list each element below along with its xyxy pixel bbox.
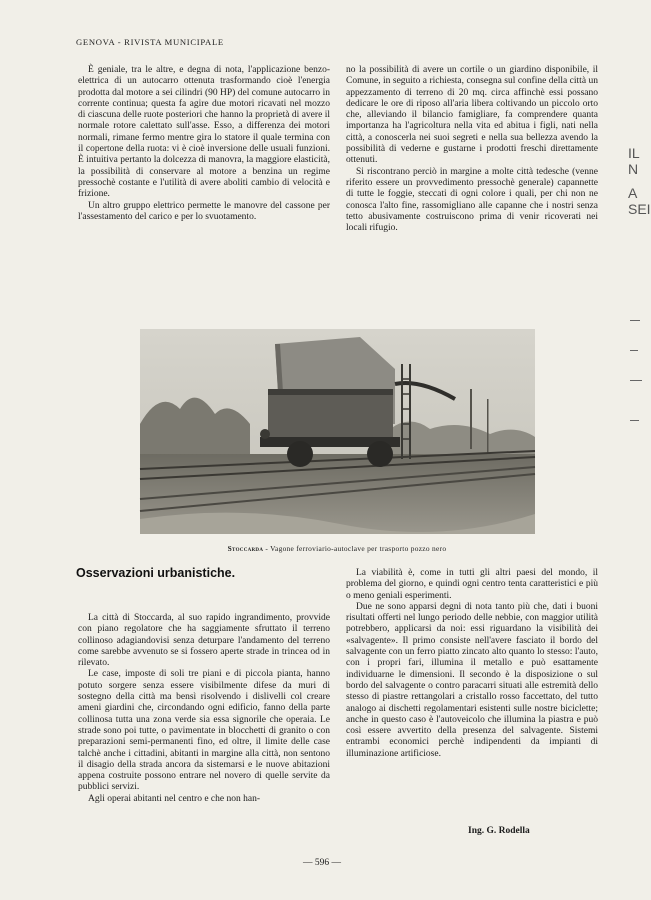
column-top-right <box>346 65 598 234</box>
caption-text: - Vagone ferroviario-autoclave per trasporto pozzo nero <box>263 544 447 553</box>
facing-page-bleed <box>626 120 651 820</box>
paragraph: no la possibilità di avere un cortile o un giardino disponibile, il Comune, in seguito a richiesta, consegna sul confine della città un appezzamento di terreno di 20 mq. circa affinchè essi possano dedicare le ore di riposo all'aria libera coltivando un piccolo orto che, alleviando il bilancio famigliare, fa comprendere quanta importanza ha l'agricoltura nella vita ed abitua i figli, nati nella città, a conoscerla nei suoi segreti e nella sua bellezza avendo la possibilità di vederne e gustarne i prodotti freschi direttamente ottenuti. <box>346 65 598 166</box>
paragraph: Agli operai abitanti nel centro e che non han- <box>88 793 260 804</box>
page-number: — 596 — <box>303 858 341 868</box>
paragraph: Un altro gruppo elettrico permette le manovre del cassone per l'assestamento del carico e per lo svuotamento. <box>78 200 330 222</box>
author-signature: Ing. G. Rodella <box>468 826 530 836</box>
bleed-mark <box>630 350 638 351</box>
paragraph: Due ne sono apparsi degni di nota tanto più che, dati i buoni risultati offerti nel lungo periodo delle nebbie, con maggior utilità potrebbero, applicarsi da noi: essi riguardano la visibilità dei «salvagente». Il primo consiste nell'avere fasciato il bordo del salvagente con un ferro piatto zincato alto quanto lo stesso: l'auto, con i propri fari, illumina il metallo e può esattamente individuarne le dimensioni. Il secondo è la disposizione o sul bordo del salvagente o contro paracarri situati alle estremità dello stesso di piastre rettangolari a cristallo rosso faccettato, del tutto analogo ai dischetti regolamentari esistenti sulle nostre biciclette; anche in questo caso è l'autoveicolo che illumina la piastra e può così essere avvertito della presenza del salvagente. Sistemi entrambi economici perchè indipendenti da impianti di illuminazione artificiose. <box>346 601 598 759</box>
photograph-wagon <box>140 329 535 534</box>
paragraph: È geniale, tra le altre, e degna di nota, l'applicazione benzo-elettrica di un autocarro ottenuta trasformando cioè l'energia prodotta dal motore a sei cilindri (90 HP) del comune autocarro in corrente continua; questa fa agire due motori ricavati nel mozzo di ciascuna delle ruote posteriori che hanno la proprietà di avere il normale rotore calettato sull'asse. Esso, a differenza dei motori normali, rimane fermo mentre gira lo statore il quale termina con il copertone della ruota: vi è cioè inversione delle usuali funzioni. È intuitiva pertanto la dolcezza di manovra, la maggiore elasticità, la possibilità di conservare al motore a benzina un regime pressochè costante e l'utilità di avere aboliti cambio di velocità e frizione. <box>78 65 330 200</box>
bleed-text: IL N <box>628 145 640 177</box>
bleed-mark <box>630 320 640 321</box>
column-bottom-right <box>346 568 598 760</box>
paragraph: La viabilità è, come in tutti gli altri paesi del mondo, il problema del giorno, e quindi ogni centro tenta caratteristici e più o meno geniali esperimenti. <box>346 568 598 601</box>
bleed-mark <box>630 420 639 421</box>
section-title: Osservazioni urbanistiche. <box>76 566 236 580</box>
bleed-mark <box>630 380 642 381</box>
bleed-text: A SEI <box>628 185 651 217</box>
column-top-left <box>78 65 330 223</box>
paragraph: La città di Stoccarda, al suo rapido ingrandimento, provvide con piano regolatore che ha saggiamente sfruttato il terreno collinoso adagiandovisi senza deturpare l'andamento del terreno come sarebbe avvenuto se si fossero aperte strade in trincea od in rilevato. <box>78 613 330 669</box>
caption-place: Stoccarda <box>227 544 264 553</box>
running-header: GENOVA - RIVISTA MUNICIPALE <box>76 37 224 47</box>
paragraph: Le case, imposte di soli tre piani e di piccola pianta, hanno potuto sorgere senza essere visibilmente difese da muri di sostegno della città ma bensì risolvendo i dislivelli col creare ameni giardini che, circondando ogni edificio, fanno della parte collinosa tutta una zona verde sia essa signorile che operaia. Le strade sono poi tutte, o pavimentate in blocchetti di granito o con preparazioni semi-permanenti fino, ed oltre, il limite delle case talchè anche i cittadini, abitanti in margine alla città, non sentono il disagio della strada ancora da sistemarsi e le nuove abitazioni appena costruite possono entrare nel novero di quelle servite da pubblici servizi. <box>78 669 330 793</box>
column-bottom-left <box>78 613 330 805</box>
paragraph: Si riscontrano perciò in margine a molte città tedesche (venne riferito essere un provvedimento pressochè generale) capannette di tutte le foggie, steccati di ogni colore i quali, per chi non ne conosca l'alto fine, rassomigliano alle capanne che i nostri senza tetto abusivamente costruiscono prima di venir ricoverati nei locali rifugio. <box>346 166 598 234</box>
photo-caption <box>140 544 534 553</box>
